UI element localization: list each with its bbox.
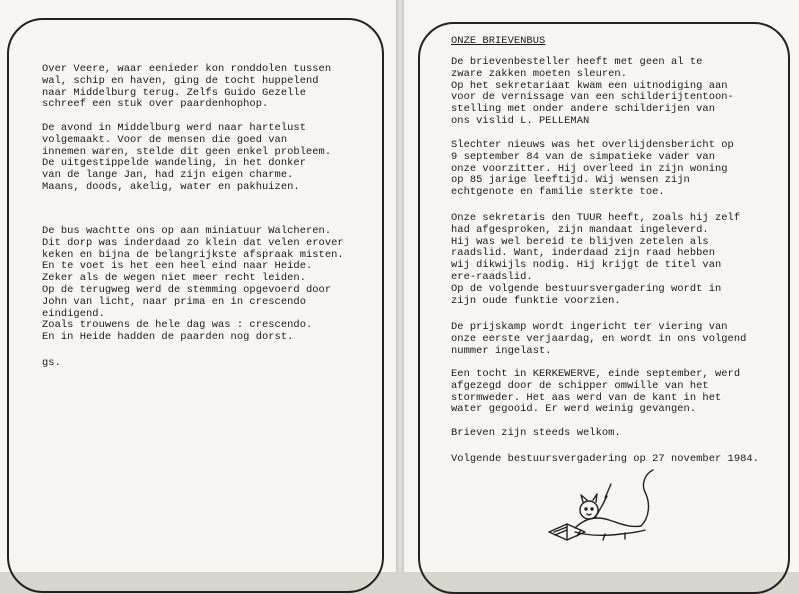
page-title: ONZE BRIEVENBUS xyxy=(451,35,546,47)
left-paragraph-middelburg: De avond in Middelburg werd naar hartelust volgemaakt. Voor de mensen die goed van innemen waren, stelde dit geen enkel probleem. De uitgestippelde wandeling, in het donker van de lange Jan, had zijn eigen charme. Maans, doods, akelig, water en pakhuizen. xyxy=(42,122,332,193)
left-paragraph-veere: Over Veere, waar eenieder kon ronddolen tussen wal, schip en haven, ging de tocht huppelend naar Middelburg terug. Zelfs Guido Gezelle schreef een stuk over paardenhophop. xyxy=(42,63,332,111)
right-paragraph-secretary: Onze sekretaris den TUUR heeft, zoals hij zelf had afgesproken, zijn mandaat ingeleverd. Hij was wel bereid te blijven zetelen als raadslid. Want, inderdaad zijn raad hebben wij dikwijls nodig. Hij krijgt de titel van ere-raadslid. Op de volgende bestuursvergadering wordt in zijn oude funktie voorzien. xyxy=(451,212,741,307)
right-paragraph-contest: De prijskamp wordt ingericht ter viering van onze eerste verjaardag, en wordt in ons volgend nummer ingelast. xyxy=(451,321,747,357)
right-paragraph-obituary: Slechter nieuws was het overlijdensbericht op 9 september 84 van de simpatieke vader van onze voorzitter. Hij overleed in zijn woning op 85 jarige leeftijd. Wij wensen zijn echtgenote en familie sterkte toe. xyxy=(451,139,734,199)
right-paragraph-letters: Brieven zijn steeds welkom. xyxy=(451,427,621,439)
writing-cat-icon xyxy=(545,448,665,548)
page-gutter xyxy=(396,0,404,572)
right-paragraph-trip: Een tocht in KERKEWERVE, einde september, werd afgezegd door de schipper omwille van het stormweder. Het aas werd van de kant in het water gegooid. Er werd weinig gevangen. xyxy=(451,368,741,416)
left-signature: gs. xyxy=(42,357,61,369)
right-paragraph-mail: De brievenbesteller heeft met geen al te zware zakken moeten sleuren. Op het sekretariaat kwam een uitnodiging aan voor de vernissage van een schilderijtentoon- stelling met onder andere schilderijen van ons vislid L. PELLEMAN xyxy=(451,56,734,127)
left-paragraph-bus: De bus wachtte ons op aan miniatuur Walcheren. Dit dorp was inderdaad zo klein dat velen erover keken en bijna de belangrijkste afspraak misten. En te voet is het een heel eind naar Heide. Zeker als de wegen niet meer recht leiden. Op de terugweg werd de stemming opgevoerd door John van licht, naar prima en in crescendo eindigend. Zoals trouwens de hele dag was : crescendo. En in Heide hadden de paarden nog dorst. xyxy=(42,225,344,344)
right-paragraph-meeting: Volgende bestuursvergadering op 27 november 1984. xyxy=(451,453,759,465)
